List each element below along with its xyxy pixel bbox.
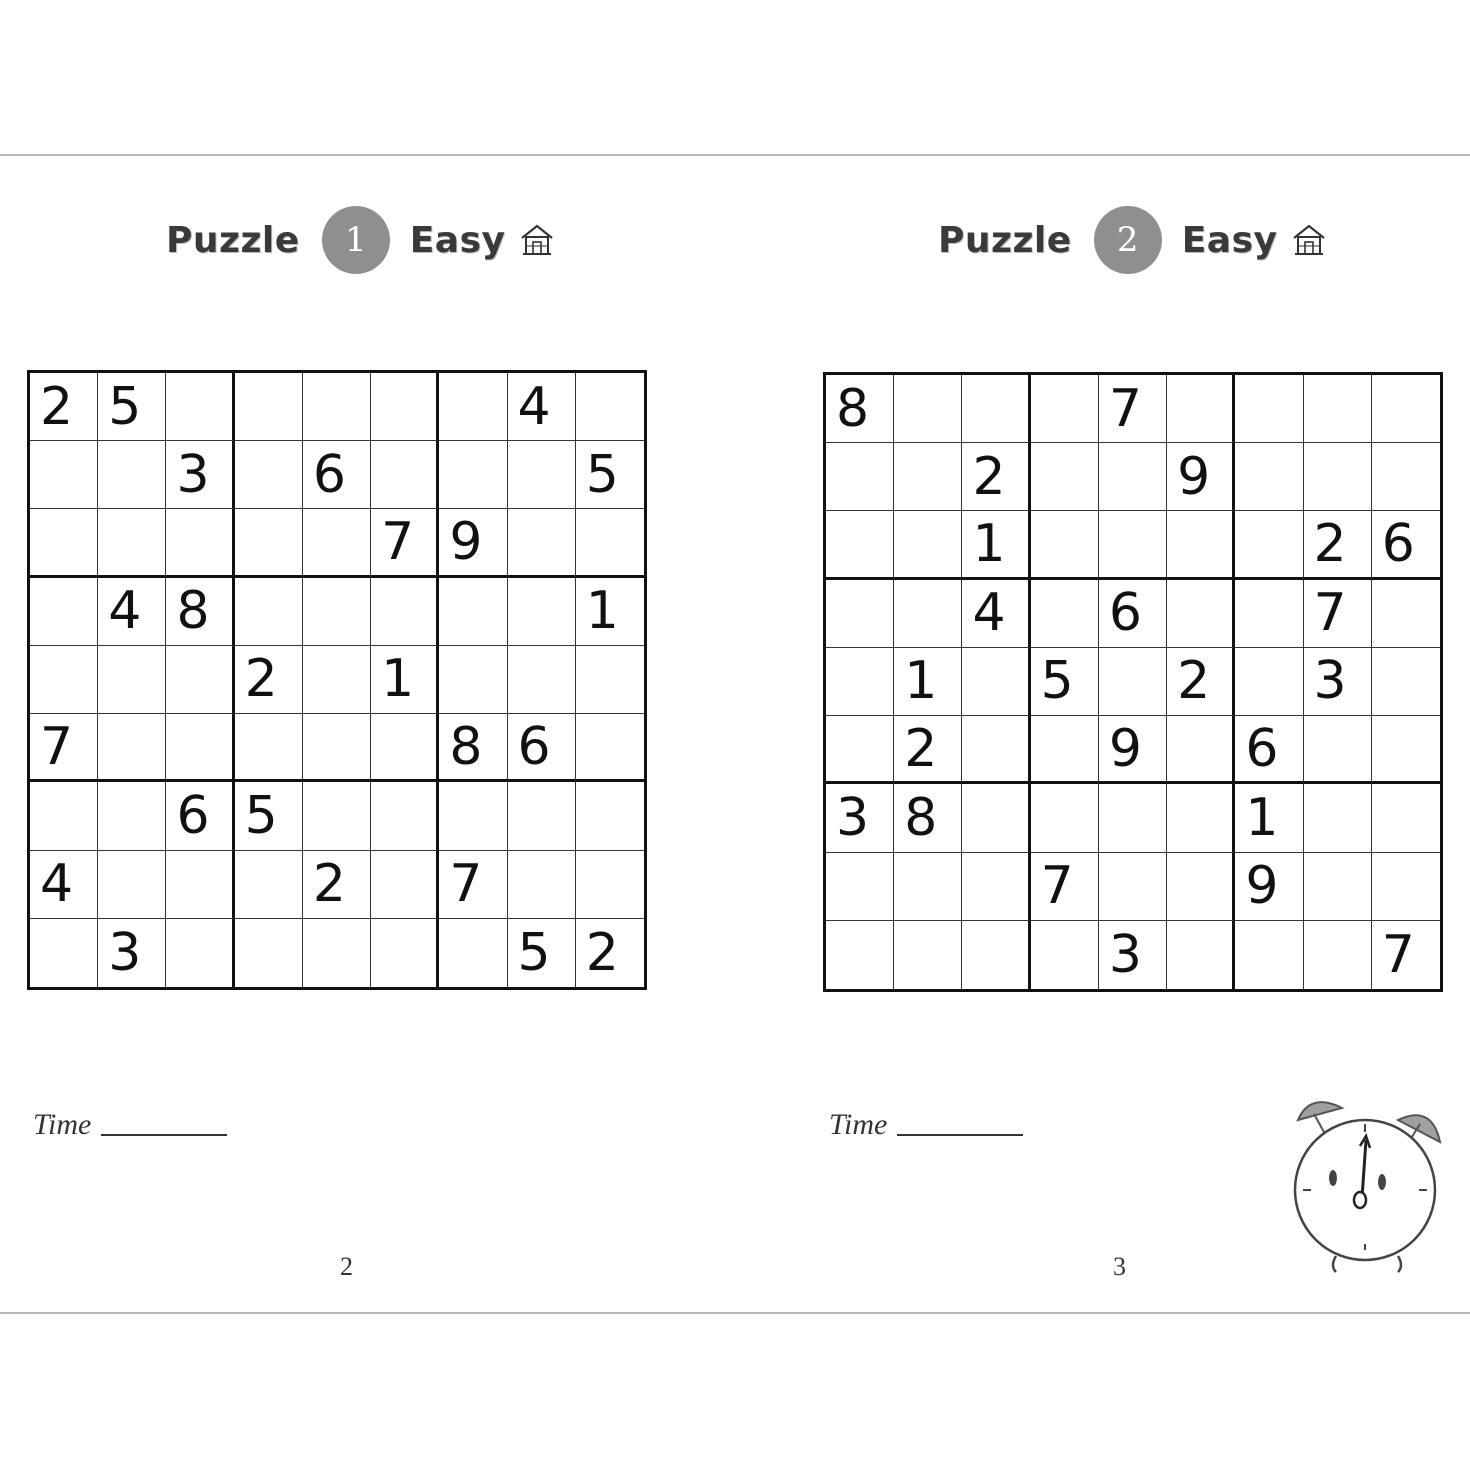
empty-cell[interactable] [1099,443,1167,511]
empty-cell[interactable] [303,373,371,441]
given-cell: 2 [303,851,371,919]
house-icon [1291,222,1327,258]
given-cell: 8 [439,714,507,782]
sudoku-grid [823,372,1443,992]
given-cell: 2 [962,443,1030,511]
empty-cell[interactable] [30,782,98,850]
empty-cell[interactable] [1235,375,1303,443]
empty-cell[interactable] [576,714,644,782]
empty-cell[interactable] [894,580,962,648]
empty-cell[interactable] [303,509,371,577]
empty-cell[interactable] [1304,784,1372,852]
time-field [33,1108,227,1142]
given-cell: 5 [576,441,644,509]
empty-cell[interactable] [98,646,166,714]
given-cell: 6 [508,714,576,782]
puzzle-word: Puzzle [938,219,1072,261]
empty-cell[interactable] [1167,853,1235,921]
empty-cell[interactable] [962,921,1030,989]
empty-cell[interactable] [826,580,894,648]
given-cell: 7 [1099,375,1167,443]
difficulty-label: Easy [1181,219,1278,261]
right-page [735,0,1470,1470]
empty-cell[interactable] [166,714,234,782]
empty-cell[interactable] [576,646,644,714]
given-cell: 6 [1235,716,1303,784]
empty-cell[interactable] [894,853,962,921]
empty-cell[interactable] [1099,511,1167,579]
empty-cell[interactable] [508,851,576,919]
empty-cell[interactable] [439,646,507,714]
empty-cell[interactable] [576,851,644,919]
empty-cell[interactable] [439,373,507,441]
empty-cell[interactable] [1304,716,1372,784]
given-cell: 2 [1304,511,1372,579]
given-cell: 7 [1304,580,1372,648]
empty-cell[interactable] [166,919,234,987]
empty-cell[interactable] [508,578,576,646]
given-cell: 9 [1099,716,1167,784]
empty-cell[interactable] [235,373,303,441]
empty-cell[interactable] [235,714,303,782]
empty-cell[interactable] [576,509,644,577]
empty-cell[interactable] [1235,443,1303,511]
empty-cell[interactable] [826,511,894,579]
given-cell: 7 [371,509,439,577]
given-cell: 5 [1031,648,1099,716]
empty-cell[interactable] [166,851,234,919]
puzzle-number-badge: 2 [1094,206,1162,274]
empty-cell[interactable] [826,853,894,921]
empty-cell[interactable] [30,578,98,646]
page-number: 3 [1113,1252,1126,1281]
empty-cell[interactable] [235,578,303,646]
given-cell: 8 [894,784,962,852]
empty-cell[interactable] [439,919,507,987]
given-cell: 3 [1099,921,1167,989]
empty-cell[interactable] [303,919,371,987]
empty-cell[interactable] [98,714,166,782]
given-cell: 7 [1031,853,1099,921]
empty-cell[interactable] [371,919,439,987]
sudoku-grid [27,370,647,990]
puzzle-header [938,205,1327,275]
given-cell: 6 [1372,511,1440,579]
empty-cell[interactable] [894,921,962,989]
empty-cell[interactable] [1099,784,1167,852]
empty-cell[interactable] [1167,580,1235,648]
empty-cell[interactable] [439,578,507,646]
empty-cell[interactable] [98,441,166,509]
empty-cell[interactable] [962,853,1030,921]
given-cell: 9 [1235,853,1303,921]
empty-cell[interactable] [371,441,439,509]
empty-cell[interactable] [1372,580,1440,648]
empty-cell[interactable] [1235,511,1303,579]
puzzle-word: Puzzle [166,219,300,261]
given-cell: 4 [98,578,166,646]
empty-cell[interactable] [371,714,439,782]
empty-cell[interactable] [1167,716,1235,784]
empty-cell[interactable] [894,511,962,579]
empty-cell[interactable] [894,443,962,511]
given-cell: 4 [30,851,98,919]
empty-cell[interactable] [1304,853,1372,921]
empty-cell[interactable] [303,578,371,646]
empty-cell[interactable] [1031,716,1099,784]
given-cell: 2 [235,646,303,714]
puzzle-number-badge: 1 [322,206,390,274]
empty-cell[interactable] [235,509,303,577]
empty-cell[interactable] [371,782,439,850]
given-cell: 3 [166,441,234,509]
empty-cell[interactable] [1304,443,1372,511]
given-cell: 3 [1304,648,1372,716]
given-cell: 1 [576,578,644,646]
empty-cell[interactable] [576,782,644,850]
empty-cell[interactable] [826,716,894,784]
empty-cell[interactable] [1167,375,1235,443]
empty-cell[interactable] [235,851,303,919]
time-blank-line [897,1134,1023,1136]
empty-cell[interactable] [826,443,894,511]
empty-cell[interactable] [1304,375,1372,443]
empty-cell[interactable] [1099,648,1167,716]
empty-cell[interactable] [1167,921,1235,989]
given-cell: 1 [894,648,962,716]
empty-cell[interactable] [1031,784,1099,852]
empty-cell[interactable] [30,646,98,714]
time-blank-line [101,1134,227,1136]
empty-cell[interactable] [1235,921,1303,989]
given-cell: 4 [962,580,1030,648]
empty-cell[interactable] [1167,511,1235,579]
time-label: Time [829,1108,888,1141]
alarm-clock-icon [1290,1090,1450,1275]
empty-cell[interactable] [1304,921,1372,989]
empty-cell[interactable] [1372,784,1440,852]
empty-cell[interactable] [166,509,234,577]
given-cell: 2 [585,922,619,983]
page-number: 2 [340,1252,353,1281]
empty-cell[interactable] [30,919,98,987]
given-cell: 7 [439,851,507,919]
given-cell: 5 [235,782,303,850]
empty-cell[interactable] [439,441,507,509]
empty-cell[interactable] [1372,853,1440,921]
empty-cell[interactable] [371,373,439,441]
given-cell: 3 [98,919,166,987]
empty-cell[interactable] [1031,443,1099,511]
time-label: Time [33,1108,92,1141]
time-field [829,1108,1023,1142]
empty-cell[interactable] [962,716,1030,784]
empty-cell[interactable] [98,782,166,850]
empty-cell[interactable] [576,373,644,441]
empty-cell[interactable] [303,714,371,782]
empty-cell[interactable] [508,782,576,850]
given-cell: 4 [508,373,576,441]
empty-cell[interactable] [166,373,234,441]
given-cell: 2 [894,716,962,784]
empty-cell[interactable] [303,782,371,850]
given-cell: 1 [962,511,1030,579]
empty-cell[interactable] [1372,716,1440,784]
empty-cell[interactable] [962,375,1030,443]
empty-cell[interactable] [98,851,166,919]
empty-cell[interactable] [508,646,576,714]
empty-cell[interactable] [98,509,166,577]
given-cell: 8 [166,578,234,646]
empty-cell[interactable] [371,578,439,646]
house-icon [519,222,555,258]
empty-cell[interactable] [371,851,439,919]
given-cell: 5 [98,373,166,441]
empty-cell[interactable] [826,921,894,989]
given-cell: 2 [30,373,98,441]
empty-cell[interactable] [962,648,1030,716]
given-cell: 9 [1167,443,1235,511]
empty-cell[interactable] [1031,580,1099,648]
empty-cell[interactable] [1031,375,1099,443]
empty-cell[interactable] [30,441,98,509]
given-cell: 9 [439,509,507,577]
empty-cell[interactable] [303,646,371,714]
difficulty-label: Easy [409,219,506,261]
empty-cell[interactable] [1235,580,1303,648]
empty-cell[interactable] [508,509,576,577]
empty-cell[interactable] [1099,853,1167,921]
given-cell: 8 [826,375,894,443]
given-cell: 5 [508,919,576,987]
empty-cell[interactable] [235,441,303,509]
empty-cell[interactable] [1235,648,1303,716]
given-cell: 6 [166,782,234,850]
given-cell: 1 [1235,784,1303,852]
given-cell: 6 [1099,580,1167,648]
empty-cell[interactable] [1031,511,1099,579]
given-cell: 1 [371,646,439,714]
empty-cell[interactable] [30,509,98,577]
given-cell: 7 [30,714,98,782]
given-cell: 7 [1381,924,1415,985]
puzzle-header [166,205,555,275]
empty-cell[interactable] [235,919,303,987]
empty-cell[interactable] [166,646,234,714]
empty-cell[interactable] [1372,443,1440,511]
empty-cell[interactable] [508,441,576,509]
empty-cell[interactable] [826,648,894,716]
empty-cell[interactable] [439,782,507,850]
given-cell: 3 [826,784,894,852]
empty-cell[interactable] [1372,375,1440,443]
given-cell: 6 [303,441,371,509]
empty-cell[interactable] [1031,921,1099,989]
empty-cell[interactable] [1167,784,1235,852]
empty-cell[interactable] [1372,648,1440,716]
given-cell: 2 [1167,648,1235,716]
empty-cell[interactable] [962,784,1030,852]
empty-cell[interactable] [894,375,962,443]
